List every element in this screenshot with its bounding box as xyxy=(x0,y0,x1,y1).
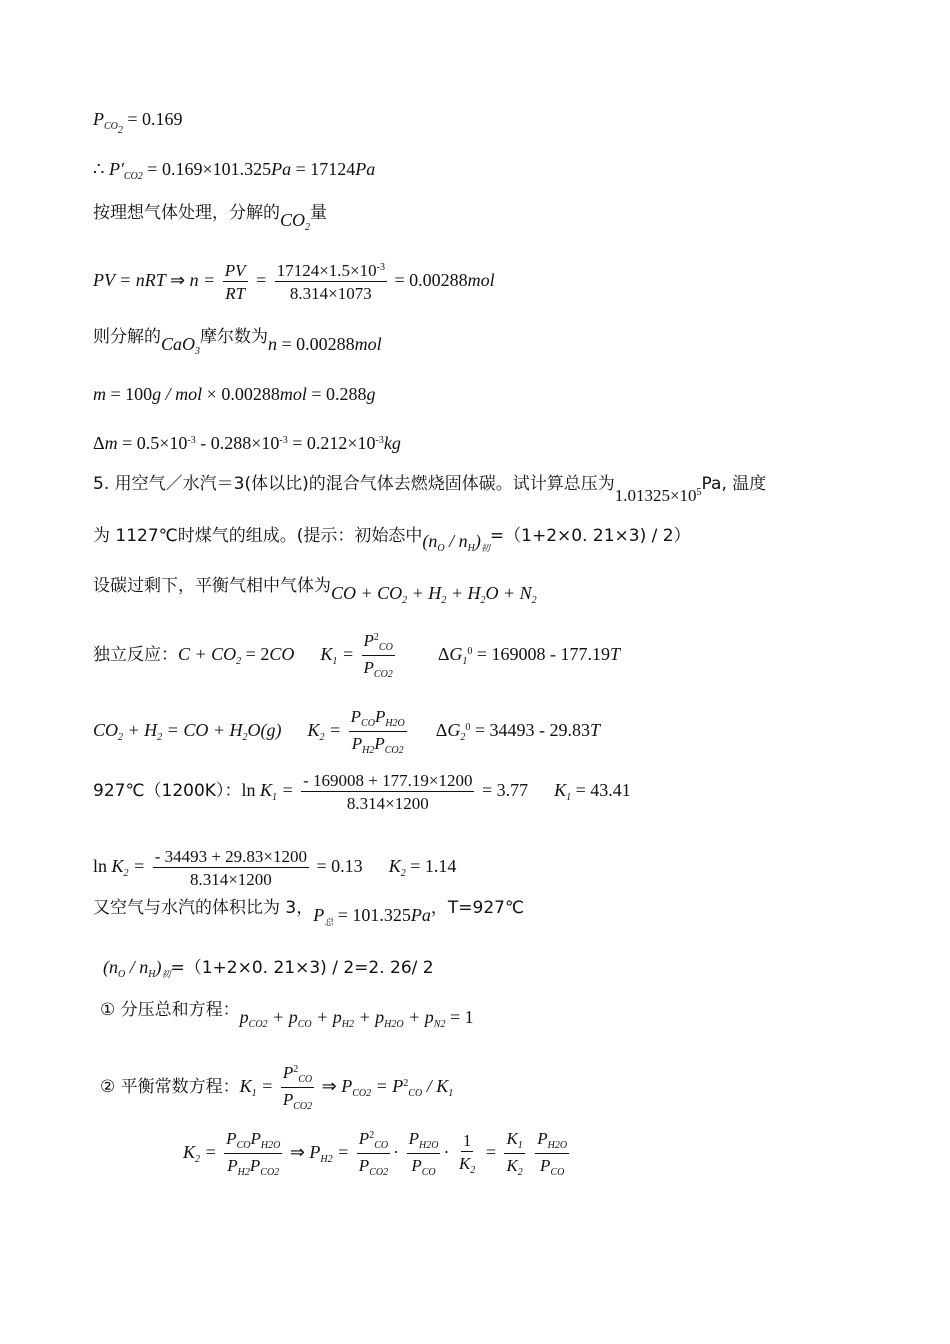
eq-initial-ratio: $(n_O / n_H)_初=(1+2\times 0$. 21×3) / 2=2. 26/ 2 xyxy=(103,957,434,980)
eq-mass: m = 100g / mol × 0.00288mol = 0.288g xyxy=(93,384,376,404)
text-volume-ratio: 又空气与水汽的体积比为 3，$P_总 = 101.325Pa$，T=927℃ xyxy=(93,898,525,928)
eq-lnk1: 927℃（1200K）：$\ln K_1$ = $\frac{- 169008 + 177.19\times 1200}{8.314\times 1200}$ = 3.77 $K_1 = 43.41$ xyxy=(93,771,631,813)
problem-5-line1: 5. 用空气／水汽＝3(体以比)的混合气体去燃烧固体碳。试计算总压为$1.01325\times 10^5Pa$, 温度 xyxy=(93,474,767,505)
eq-pv-nrt: PV = nRT ⇒ n = $\frac{PV}{RT}$ = $\frac{17124\times 1.5\times 10^{-3}}{8.314\times 1073}$ = 0.00288mol xyxy=(93,261,495,303)
eq-lnk2: $\ln K_2$ = $\frac{- 34493 + 29.83\times 1200}{8.314\times 1200}$ = 0.13 $K_2 = 1.14$ xyxy=(93,847,457,889)
eq-pco2-pa: ∴ $P'_{CO2} = 0.169\times 101.325Pa = 17124Pa$ xyxy=(93,159,376,182)
eq-delta-m: $\Delta m = 0.5\times 10^{-3} - 0.288\times 10^{-3} = 0.212\times 10^{-3}kg$ xyxy=(93,433,401,453)
text-gas-phase: 设碳过剩下，平衡气相中气体为CO + $CO_2 + H_2 + H_2O + N_2$ xyxy=(93,576,537,606)
eq-equilibrium-constant: ② 平衡常数方程：$K_1$ = $\frac{P^2_{CO}}{P_{CO2}}$ ⇒ $P_{CO2} = P^2_{CO} / K_1$ xyxy=(100,1063,454,1112)
text-caco3-moles: 则分解的CaO$_3$摩尔数为n = 0.00288mol xyxy=(93,327,382,357)
eq-partial-pressure-sum: ① 分压总和方程：$p_{CO2} + p_{CO} + p_{H2} + p_{H2O} + p_{N2} = 1$ xyxy=(100,1000,474,1030)
problem-5-line2: 为 1127℃时煤气的组成。(提示：初始态中$(n_O / n_H)_初=(1+2\times 0$. 21×3) / 2） xyxy=(93,526,691,554)
eq-pco2: $P_{CO_2} = 0.169$ xyxy=(93,109,183,136)
eq-reaction-1: 独立反应：$C + CO_2 = 2CO$ $K_1$ = $\frac{P^2_{CO}}{P_{CO2}}$ $\Delta G_1^0 = 169008 - 177.19T$ xyxy=(93,631,621,680)
eq-k2-derivation: $K_2$ = $\frac{P_{CO}P_{H2O}}{P_{H2}P_{CO2}}$ ⇒ $P_{H2}$ = $\frac{P^2_{CO}}{P_{CO2}}$ · $\frac{P_{H2O}}{P_{CO}}$ · $\frac{1}{K_2}$ = $\frac{K_1}{K_2}$ $\frac{P_{H2O}}{P_{CO}}$ xyxy=(183,1129,568,1178)
eq-reaction-2: $CO_2 + H_2$ = CO + $H_2O(g) K_2$ = $\frac{P_{CO}P_{H2O}}{P_{H2}P_{CO2}}$ $\Delta G_2^0 = 34493 - 29.83T$ xyxy=(93,707,601,756)
text-ideal-gas: 按理想气体处理，分解的$CO_2$量 xyxy=(93,203,328,233)
